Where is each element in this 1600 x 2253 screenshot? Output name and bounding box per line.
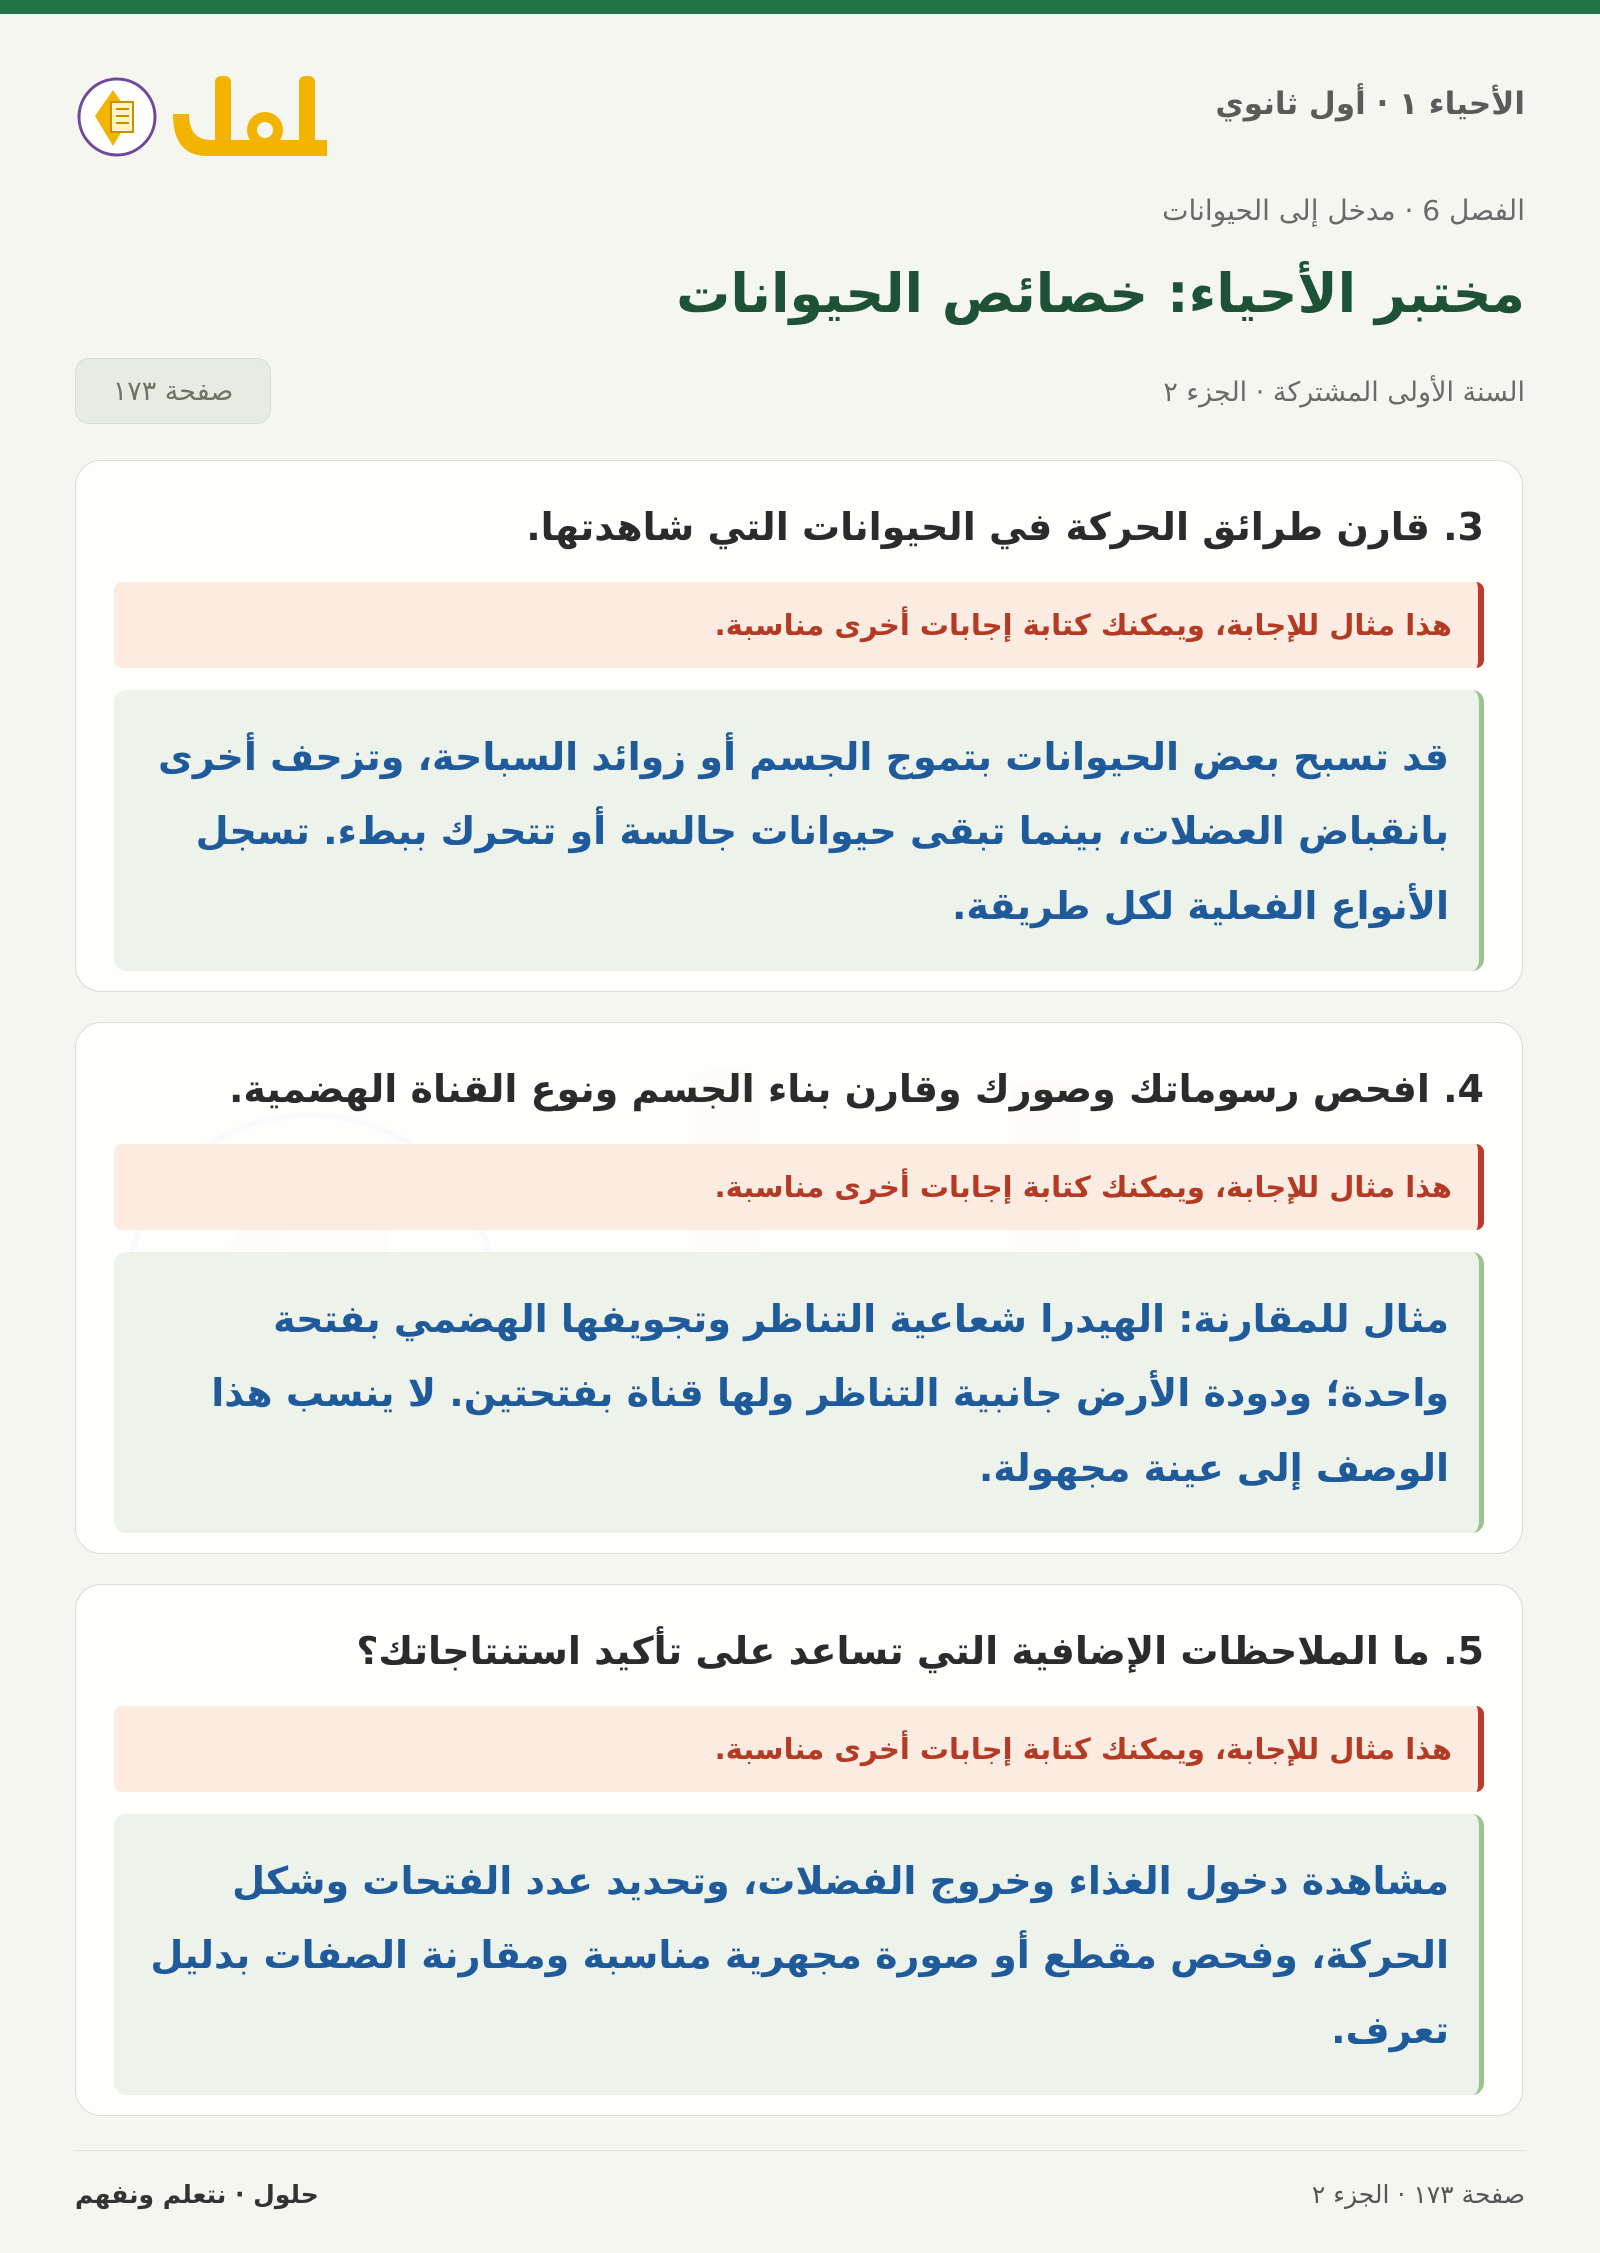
answer-box: مثال للمقارنة: الهيدرا شعاعية التناظر وتجويفها الهضمي بفتحة واحدة؛ ودودة الأرض جانبية التناظر ولها قناة بفتحتين. لا ينسب هذا الوصف إلى عينة مجهولة. [114,1252,1484,1532]
breadcrumb: الفصل 6 · مدخل إلى الحيوانات [1162,194,1525,227]
top-accent-bar [0,0,1600,14]
question-body: افحص رسوماتك وصورك وقارن بناء الجسم ونوع القناة الهضمية. [228,1067,1430,1111]
sample-answer-note: هذا مثال للإجابة، ويمكنك كتابة إجابات أخرى مناسبة. [114,1706,1484,1792]
question-text [114,503,1484,552]
page-content [75,14,1525,2052]
sample-answer-note: هذا مثال للإجابة، ويمكنك كتابة إجابات أخرى مناسبة. [114,582,1484,668]
question-number: 4. [1443,1067,1484,1111]
question-body: قارن طرائق الحركة في الحيوانات التي شاهدتها. [526,505,1430,549]
grade-meta: السنة الأولى المشتركة · الجزء ٢ [1163,377,1525,408]
sample-answer-note: هذا مثال للإجابة، ويمكنك كتابة إجابات أخرى مناسبة. [114,1144,1484,1230]
subject-label: الأحياء ١ · أول ثانوي [1215,86,1525,122]
question-number: 5. [1443,1629,1484,1673]
question-text [114,1627,1484,1676]
hulul-logo[interactable] [75,52,345,182]
question-body: ما الملاحظات الإضافية التي تساعد على تأكيد استنتاجاتك؟ [356,1629,1430,1673]
footer-brand: حلول · نتعلم ونفهم [75,2180,319,2209]
question-card [75,1584,1523,2116]
hulul-logo-icon [75,52,345,182]
question-card [75,1022,1523,1554]
question-number: 3. [1443,505,1484,549]
footer-page-info: صفحة ١٧٣ · الجزء ٢ [1311,2180,1525,2209]
header [75,14,1525,164]
question-text [114,1065,1484,1114]
page-number-badge: صفحة ١٧٣ [75,358,271,424]
footer-divider [75,2150,1525,2151]
answer-box: مشاهدة دخول الغذاء وخروج الفضلات، وتحديد عدد الفتحات وشكل الحركة، وفحص مقطع أو صورة مجهرية مناسبة ومقارنة الصفات بدليل تعرف. [114,1814,1484,2094]
page-title: مختبر الأحياء: خصائص الحيوانات [676,262,1525,325]
question-card [75,460,1523,992]
answer-box: قد تسبح بعض الحيوانات بتموج الجسم أو زوائد السباحة، وتزحف أخرى بانقباض العضلات، بينما تبقى حيوانات جالسة أو تتحرك ببطء. تسجل الأنواع الفعلية لكل طريقة. [114,690,1484,970]
